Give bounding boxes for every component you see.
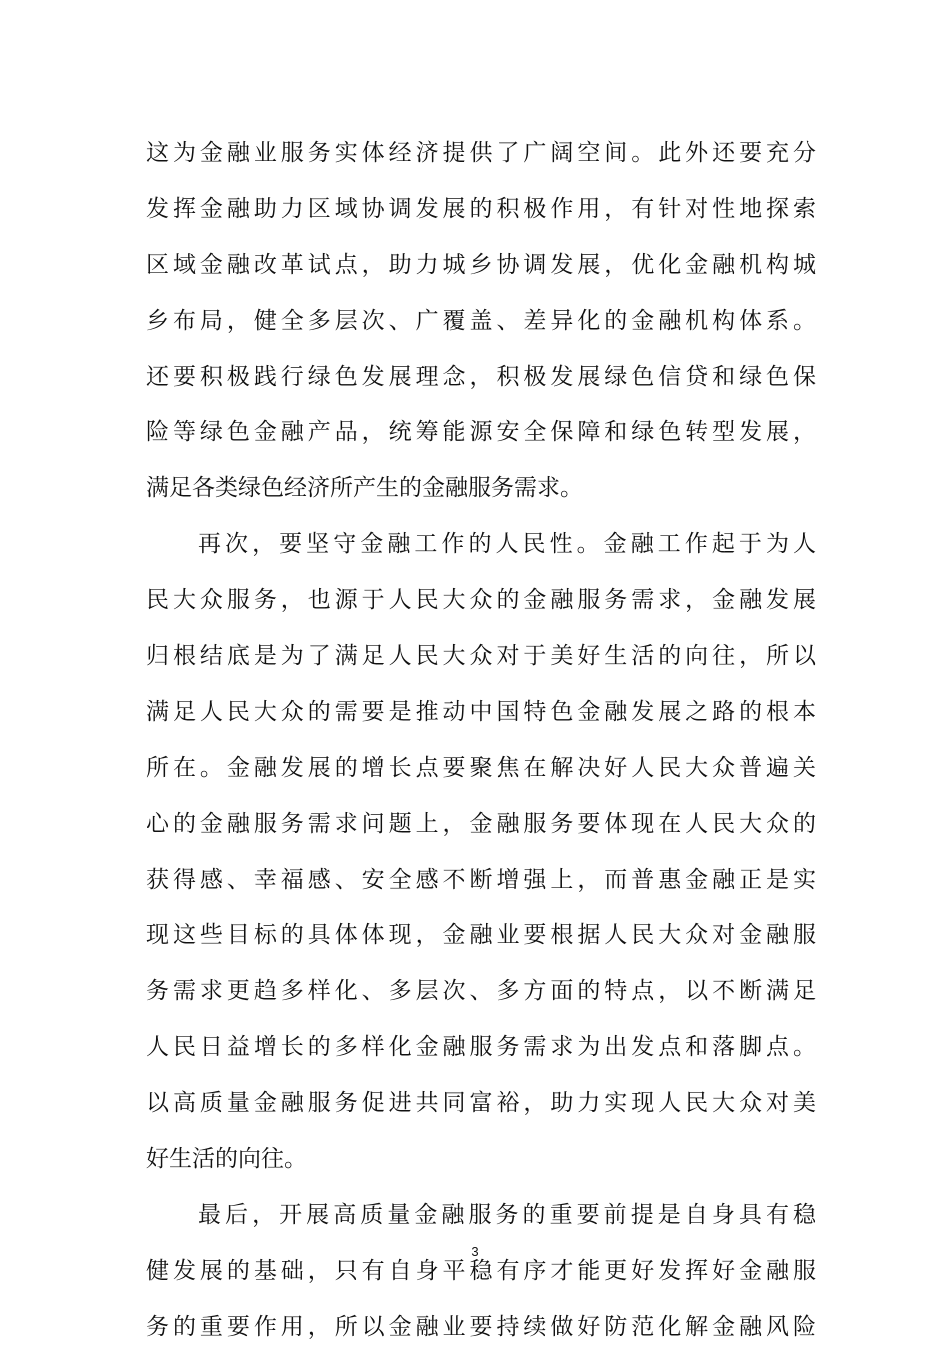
text-line: 发挥金融助力区域协调发展的积极作用，有针对性地探索 [146,195,816,222]
text-line: 最后，开展高质量金融服务的重要前提是自身具有稳 [198,1201,816,1228]
text-line: 以高质量金融服务促进共同富裕，助力实现人民大众对美 [146,1090,816,1117]
text-line: 好生活的向往。 [146,1146,307,1173]
paragraph-people-oriented [146,517,816,1188]
text-line: 务需求更趋多样化、多层次、多方面的特点，以不断满足 [146,978,816,1005]
document-body [146,126,816,1356]
text-line: 区域金融改革试点，助力城乡协调发展，优化金融机构城 [146,251,816,278]
text-line: 务的重要作用，所以金融业要持续做好防范化解金融风险 [146,1313,816,1340]
text-line: 险等绿色金融产品，统筹能源安全保障和绿色转型发展， [146,419,816,446]
text-line: 再次，要坚守金融工作的人民性。金融工作起于为人 [198,531,816,558]
text-line: 获得感、幸福感、安全感不断增强上，而普惠金融正是实 [146,866,816,893]
text-line: 归根结底是为了满足人民大众对于美好生活的向往，所以 [146,643,816,670]
text-line: 现这些目标的具体体现，金融业要根据人民大众对金融服 [146,922,816,949]
text-line: 还要积极践行绿色发展理念，积极发展绿色信贷和绿色保 [146,363,816,390]
paragraph-risk-prevention [146,1188,816,1356]
text-line: 健发展的基础，只有自身平稳有序才能更好发挥好金融服 [146,1257,816,1284]
text-line: 满足各类绿色经济所产生的金融服务需求。 [146,475,583,502]
text-line: 所在。金融发展的增长点要聚焦在解决好人民大众普遍关 [146,754,816,781]
page-number: 3 [471,1244,479,1259]
text-line: 民大众服务，也源于人民大众的金融服务需求，金融发展 [146,587,816,614]
paragraph-green-finance [146,126,816,517]
text-line: 这为金融业服务实体经济提供了广阔空间。此外还要充分 [146,140,816,166]
text-line: 乡布局，健全多层次、广覆盖、差异化的金融机构体系。 [146,307,816,334]
text-line: 满足人民大众的需要是推动中国特色金融发展之路的根本 [146,698,816,725]
text-line: 人民日益增长的多样化金融服务需求为出发点和落脚点。 [146,1034,816,1061]
text-line: 心的金融服务需求问题上，金融服务要体现在人民大众的 [146,810,816,837]
